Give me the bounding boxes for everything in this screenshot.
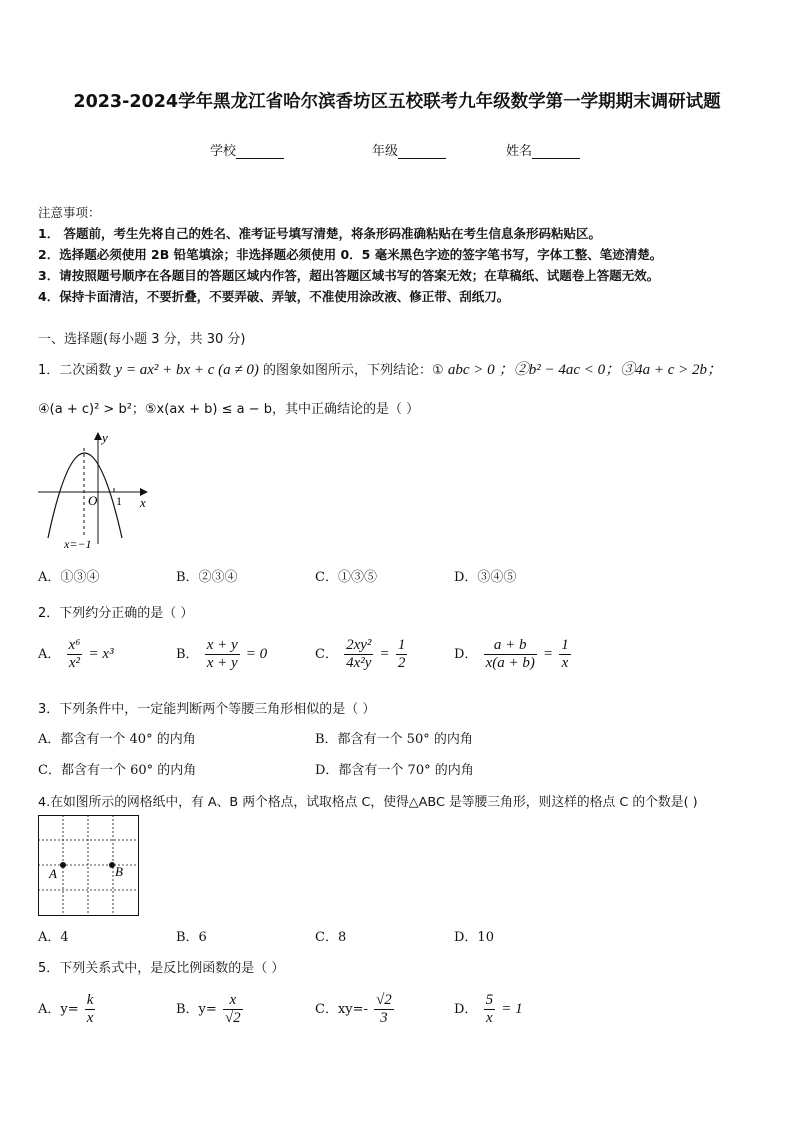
q5-d-den: x: [485, 1010, 493, 1026]
q5-stem: 5．下列关系式中，是反比例函数的是（ ）: [38, 961, 285, 976]
q2-c-rhs-den: 2: [397, 655, 406, 671]
x-label: x: [140, 495, 146, 510]
q5-a-num: k: [86, 992, 94, 1008]
q2-a-num: x⁶: [68, 637, 81, 653]
q5-option-b[interactable]: [176, 992, 245, 1027]
note-item: 1． 答题前，考生先将自己的姓名、准考证号填写清楚，将条形码准确粘贴在考生信息条形码粘贴区。: [38, 226, 602, 241]
q1-option-d[interactable]: D．③④⑤: [454, 570, 517, 585]
q2-b-num: x + y: [206, 637, 238, 653]
origin-label: O: [88, 493, 98, 508]
q5-a-frac: [85, 992, 96, 1027]
q2-option-d[interactable]: D． $\frac{a + b}{x(a + b)}$ = $\frac{1}{x}$: [454, 637, 569, 671]
q1-option-c[interactable]: C．①③⑤: [315, 570, 377, 585]
q3-option-a[interactable]: A．都含有一个 40° 的内角: [38, 732, 196, 747]
q5-d-label: D．: [454, 1002, 478, 1017]
notes-heading: 注意事项：: [38, 205, 101, 220]
q5-b-frac: [223, 992, 243, 1027]
q5-c-label: C．xy=-: [315, 1002, 368, 1017]
q1-expr: y = ax² + bx + c (a ≠ 0): [115, 362, 259, 378]
parabola-curve: [48, 453, 122, 538]
q5-d-num: 5: [485, 992, 494, 1008]
q1-c2: ；②b² − 4ac < 0；③4a + c > 2b；: [498, 362, 723, 378]
q5-d-rhs: = 1: [501, 1001, 523, 1017]
q2-a-den: x²: [68, 655, 81, 671]
name-field: [506, 140, 580, 159]
q2-b-frac: [205, 637, 240, 672]
q4-option-a[interactable]: A．4: [38, 930, 69, 945]
q2-stem: 2．下列约分正确的是（ ）: [38, 606, 194, 621]
q1-lead: 1．二次函数: [38, 363, 112, 378]
q2-c-num: 2xy²: [346, 637, 372, 653]
q5-c-num: √2: [376, 992, 392, 1008]
q5-b-label: B．y=: [176, 1002, 217, 1017]
q5-d-frac: [484, 992, 496, 1027]
q5-option-c[interactable]: [315, 992, 396, 1027]
q5-c-frac: [374, 992, 394, 1027]
name-blank: [532, 146, 580, 159]
q5-c-den: 3: [380, 1010, 388, 1026]
q5-a-den: x: [86, 1010, 94, 1026]
q3-option-d[interactable]: D．都含有一个 70° 的内角: [315, 763, 474, 778]
q3-option-c[interactable]: C．都含有一个 60° 的内角: [38, 763, 197, 778]
q2-a-label: A．: [38, 647, 61, 662]
q2-d-rhs-frac: [559, 637, 571, 672]
note-item: 4．保持卡面清洁，不要折叠，不要弄破、弄皱，不准使用涂改液、修正带、刮纸刀。: [38, 289, 510, 304]
q4-option-d[interactable]: D．10: [454, 930, 494, 945]
grade-field: [372, 140, 446, 159]
q2-d-den: x(a + b): [485, 655, 535, 671]
section-heading: 一、选择题(每小题 3 分，共 30 分): [38, 332, 246, 347]
q2-a-rhs: = x³: [88, 646, 114, 662]
one-label: 1: [116, 494, 122, 508]
q2-d-rhs-num: 1: [561, 637, 569, 653]
q2-c-frac: [344, 637, 373, 672]
y-label: y: [102, 430, 108, 445]
page-title: 2023-2024学年黑龙江省哈尔滨香坊区五校联考九年级数学第一学期期末调研试题: [73, 92, 721, 112]
q1-c1: abc > 0: [447, 362, 495, 378]
school-label: 学校: [210, 144, 237, 159]
q5-option-d[interactable]: [454, 992, 523, 1027]
q2-option-c[interactable]: C． $\frac{\text{2xy²}}{\text{4x²y}}$ = $\frac{1}{2}$: [315, 637, 406, 671]
q5-a-label: A．y=: [38, 1002, 79, 1017]
q2-c-label: C．: [315, 647, 338, 662]
q2-option-a[interactable]: [38, 637, 114, 672]
q4-stem: 4.在如图所示的网格纸中，有 A、B 两个格点，试取格点 C，使得△ABC 是等腰三角形，则这样的格点 C 的个数是( ): [38, 795, 698, 810]
point-a-label: A: [49, 866, 57, 881]
q1-mid: 的图象如图所示，下列结论：①: [263, 363, 444, 378]
q2-d-frac: [484, 637, 537, 672]
q5-b-den: √2: [224, 1010, 241, 1026]
q2-a-frac: [67, 637, 83, 672]
note-item: 2．选择题必须使用 2B 铅笔填涂；非选择题必须使用 0．5 毫米黑色字迹的签字笔书写，字体工整、笔迹清楚。: [38, 247, 663, 262]
name-label: 姓名: [506, 144, 533, 159]
q5-b-num: x: [223, 992, 243, 1010]
q1-option-a[interactable]: A．①③④: [38, 570, 100, 585]
y-arrow: [94, 432, 102, 440]
school-blank: [236, 146, 284, 159]
q3-stem: 3．下列条件中，一定能判断两个等腰三角形相似的是（ ）: [38, 702, 376, 717]
q3-option-b[interactable]: B．都含有一个 50° 的内角: [315, 732, 473, 747]
q2-c-den: 4x²y: [346, 655, 372, 671]
grade-label: 年级: [372, 144, 399, 159]
grade-blank: [398, 146, 446, 159]
q2-d-label: D．: [454, 647, 478, 662]
q4-option-c[interactable]: C．8: [315, 930, 347, 945]
q2-d-num: a + b: [484, 637, 537, 655]
q2-b-label: B．: [176, 647, 199, 662]
point-b-label: B: [115, 864, 123, 879]
q1-stem: [38, 358, 722, 379]
q2-c-rhs-frac: [396, 637, 408, 672]
q2-option-b[interactable]: [176, 637, 267, 672]
q2-b-rhs: = 0: [245, 646, 268, 662]
point-a: [60, 862, 66, 868]
q1-option-b[interactable]: B．②③④: [176, 570, 238, 585]
q2-b-den: x + y: [206, 655, 238, 671]
grid-lines: [38, 815, 138, 915]
parabola-graph: [36, 428, 156, 552]
q1-line2: ④(a + c)² > b²；⑤x(ax + b) ≤ a − b，其中正确结论的是（ ）: [38, 402, 420, 417]
grid-figure: [38, 815, 140, 917]
symmetry-label: x=−1: [64, 537, 92, 551]
school-field: [210, 140, 284, 159]
q4-option-b[interactable]: B．6: [176, 930, 207, 945]
q2-c-rhs-num: 1: [397, 637, 406, 653]
note-item: 3．请按照题号顺序在各题目的答题区域内作答，超出答题区域书写的答案无效；在草稿纸、试题卷上答题无效。: [38, 268, 660, 283]
q5-option-a[interactable]: [38, 992, 97, 1027]
q2-d-rhs-den: x: [561, 655, 569, 671]
